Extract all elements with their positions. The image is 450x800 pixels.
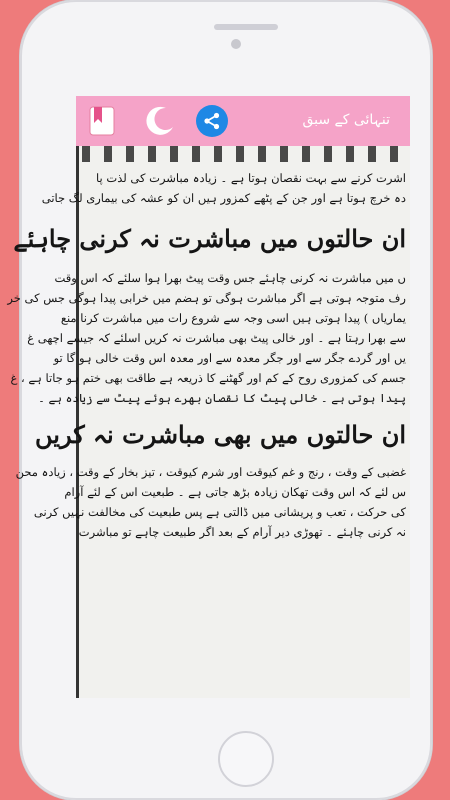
text-line: س لئے کہ اس وقت تھکان زیادہ بڑھ جاتی ہے ۔ طبعیت اس کے لئے آرام: [64, 485, 406, 499]
page-header-border: [76, 146, 410, 162]
text-line: اشرت کرنے سے بہت نقصان ہوتا ہے ۔ زیادہ مباشرت کی لذت پا: [96, 171, 406, 185]
phone-frame: [7, 0, 432, 800]
app-screen: [7, 96, 410, 698]
scanned-page[interactable]: [7, 146, 410, 698]
share-button[interactable]: [196, 105, 228, 137]
bookmark-icon[interactable]: [88, 106, 116, 140]
page-title: تنہائی کے سبق: [302, 112, 390, 128]
text-line: غضبی کے وقت ، رنج و غم کیوقت اور شرم کیوقت ، تیز بخار کے وقت ، زیادہ محن: [15, 465, 406, 479]
phone-speaker: [214, 24, 278, 30]
text-line: دہ خرچ ہوتا ہے اور جن کے پٹھے کمزور ہیں ان کو عشہ کی بیماری لگ جاتی: [41, 191, 406, 205]
section-heading: ان حالتوں میں بھی مباشرت نہ کریں: [35, 420, 406, 449]
text-line: رف متوجہ ہوتی ہے اگر مباشرت ہوگی تو ہضم میں خرابی پیدا ہوگی جس کی خر: [7, 291, 406, 305]
home-button[interactable]: [218, 731, 274, 787]
app-toolbar: [76, 96, 410, 146]
text-line: کی حرکت ، تعب و پریشانی میں ڈالتی ہے پس طبعیت کی مخالفت نہیں کرنی: [33, 505, 406, 519]
text-line: جسم کی کمزوری روح کے کم اور گھٹنے کا ذریعہ ہے طاقت بھی ختم ہو جاتا ہے ، غ: [10, 371, 406, 385]
section-heading: ان حالتوں میں مباشرت نہ کرنی چاہئے: [13, 224, 406, 253]
moon-icon[interactable]: [142, 105, 176, 141]
text-line: سے بھرا رہتا ہے ۔ اور خالی پیٹ بھی مباشرت نہ کریں اسلئے کہ جیسے اچھی غ: [27, 331, 406, 345]
share-icon: [203, 112, 221, 130]
text-line: پیدا ہوتی ہے ۔ خالی پیٹ کا نقصان بھرے ہوئے پیٹ سے زیادہ ہے ۔: [38, 391, 406, 405]
text-line: یں اور گردے جگر سے اور جگر معدہ سے اور معدہ اس وقت خالی ہو گا تو: [53, 351, 406, 365]
text-line: نہ کرنی چاہئے ۔ تھوڑی دیر آرام کے بعد اگر طبیعت چاہے تو مباشرت: [78, 525, 406, 539]
text-line: یماریاں ) پیدا ہوتی ہیں اسی وجہ سے شروع رات میں مباشرت کرنا منع: [60, 311, 406, 325]
text-line: ں میں مباشرت نہ کرنی چاہئے جس وقت پیٹ بھرا ہوا سلئے کہ اس وقت: [54, 271, 406, 285]
phone-camera: [231, 39, 241, 49]
page-text: [7, 168, 410, 542]
